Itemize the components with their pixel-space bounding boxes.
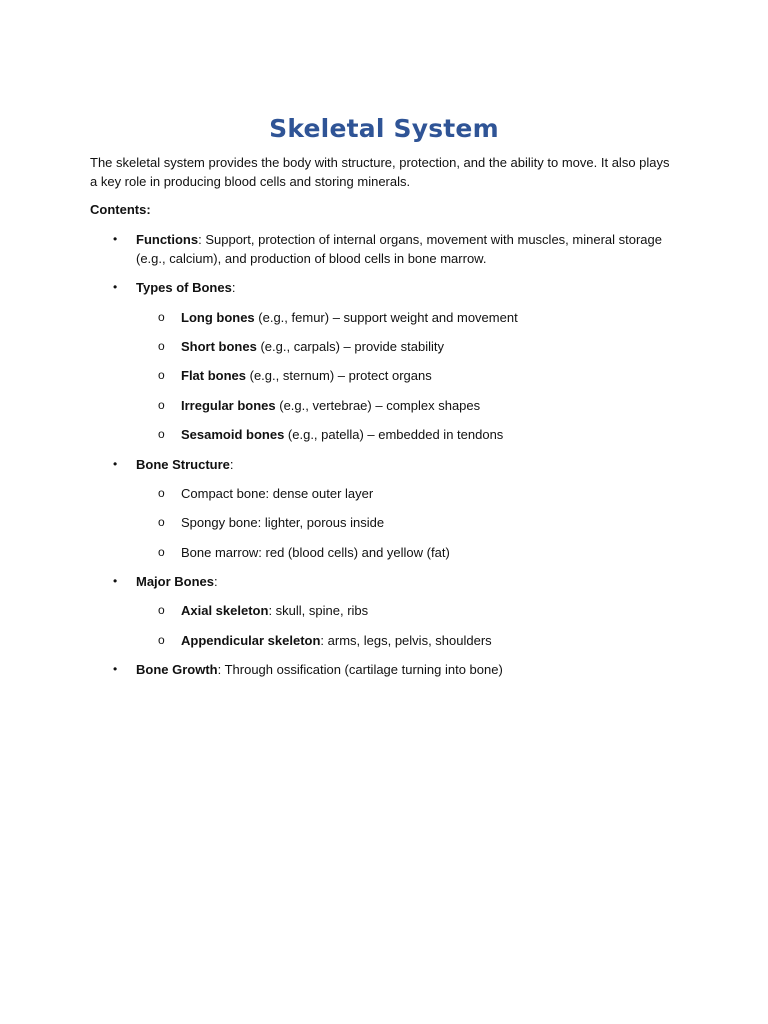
- sub-list-item-term: Irregular bones: [181, 398, 276, 413]
- sub-list-item-desc: : arms, legs, pelvis, shoulders: [320, 633, 492, 648]
- list-item-desc: : Through ossification (cartilage turning into bone): [217, 662, 503, 677]
- list-item-text: [136, 230, 676, 268]
- list-item-desc: :: [229, 457, 234, 472]
- sub-bullet-icon: o: [158, 515, 165, 529]
- list-item-term: Bone Structure: [136, 457, 230, 472]
- sub-bullet-icon: o: [158, 368, 165, 382]
- sub-list-item-text: [181, 425, 681, 444]
- bullet-icon: •: [113, 574, 118, 588]
- sub-list-item-desc: (e.g., femur) – support weight and movement: [254, 310, 518, 325]
- sub-bullet-icon: o: [158, 427, 165, 441]
- contents-label: Contents:: [90, 202, 151, 217]
- sub-bullet-icon: o: [158, 398, 165, 412]
- sub-list-item-text: [181, 366, 681, 385]
- sub-list-item-term: Sesamoid bones: [181, 427, 285, 442]
- sub-bullet-icon: o: [158, 603, 165, 617]
- sub-list-item-text: [181, 396, 681, 415]
- list-item-term: Functions: [136, 232, 199, 247]
- sub-list-item-text: Bone marrow: red (blood cells) and yellow (fat): [181, 545, 450, 560]
- sub-list-item-desc: : skull, spine, ribs: [268, 603, 369, 618]
- sub-list-item-desc: (e.g., sternum) – protect organs: [246, 368, 432, 383]
- sub-list-item-text: [181, 337, 681, 356]
- list-item-desc: :: [231, 280, 236, 295]
- sub-list-item-term: Long bones: [181, 310, 255, 325]
- list-item-functions: [0, 230, 768, 270]
- sub-bullet-icon: o: [158, 339, 165, 353]
- sub-list-item-text: Spongy bone: lighter, porous inside: [181, 515, 385, 530]
- bullet-icon: •: [113, 662, 118, 676]
- bullet-icon: •: [113, 232, 118, 246]
- sub-bullet-icon: o: [158, 633, 165, 647]
- list-item-term: Major Bones: [136, 574, 215, 589]
- sub-list-item-term: Axial skeleton: [181, 603, 269, 618]
- sub-bullet-icon: o: [158, 486, 165, 500]
- sub-list-item-text: [181, 601, 681, 620]
- list-item-text: [136, 455, 676, 474]
- list-item-text: [136, 278, 676, 297]
- sub-list-item-desc: (e.g., carpals) – provide stability: [256, 339, 444, 354]
- intro-paragraph: The skeletal system provides the body with structure, protection, and the ability to move. It also plays a key role in producing blood cells and storing minerals.: [90, 155, 670, 189]
- sub-bullet-icon: o: [158, 545, 165, 559]
- sub-list-item-term: Short bones: [181, 339, 257, 354]
- sub-bullet-icon: o: [158, 310, 165, 324]
- sub-list-item-desc: (e.g., vertebrae) – complex shapes: [275, 398, 481, 413]
- list-item-term: Types of Bones: [136, 280, 232, 295]
- bullet-icon: •: [113, 280, 118, 294]
- list-item-desc: :: [214, 574, 218, 589]
- sub-list-item-text: [181, 631, 681, 650]
- list-item-desc: : Support, protection of internal organs, movement with muscles, mineral storage (e.g., calcium), and production of blood cells in bone marrow.: [136, 232, 662, 266]
- sub-list-item-text: Compact bone: dense outer layer: [181, 486, 374, 501]
- sub-list-item-term: Appendicular skeleton: [181, 633, 321, 648]
- bullet-icon: •: [113, 457, 118, 471]
- sub-list-item-term: Flat bones: [181, 368, 247, 383]
- document-title: Skeletal System: [269, 114, 499, 143]
- list-item-text: [136, 572, 676, 591]
- list-item-text: [136, 660, 676, 679]
- sub-list-item-desc: (e.g., patella) – embedded in tendons: [284, 427, 504, 442]
- list-item-term: Bone Growth: [136, 662, 218, 677]
- sub-list-item-text: [181, 308, 681, 327]
